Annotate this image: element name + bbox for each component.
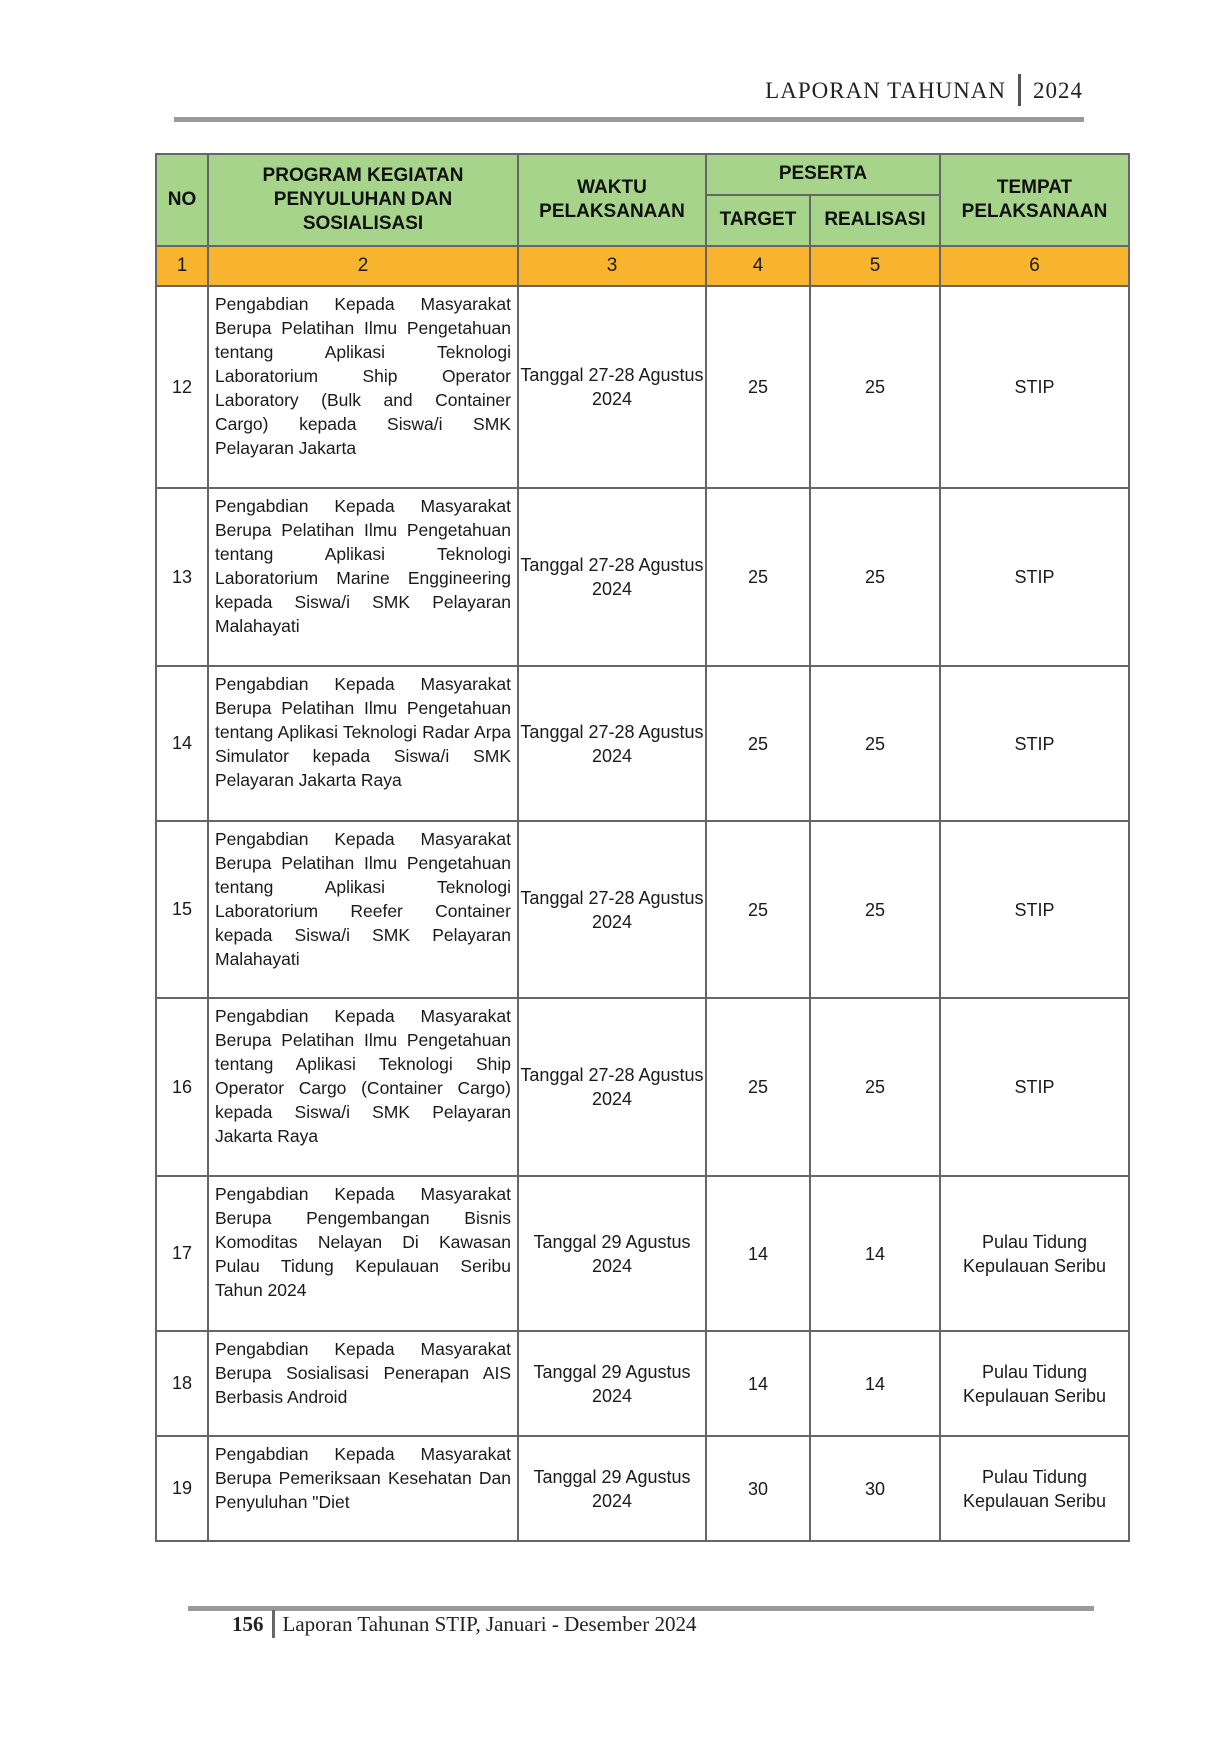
- column-number: 6: [940, 246, 1129, 286]
- table-row: [156, 1436, 1129, 1541]
- row-tempat: STIP: [940, 998, 1129, 1176]
- row-no: 17: [156, 1176, 208, 1331]
- row-target: 14: [706, 1176, 810, 1331]
- row-waktu: Tanggal 27-28 Agustus 2024: [518, 286, 706, 488]
- row-program: Pengabdian Kepada Masyarakat Berupa Pelatihan Ilmu Pengetahuan tentang Aplikasi Teknologi Ship Operator Cargo (Container Cargo) kepada Siswa/i SMK Pelayaran Jakarta Raya: [208, 998, 518, 1176]
- row-tempat: STIP: [940, 666, 1129, 821]
- column-number: 5: [810, 246, 940, 286]
- column-number: 2: [208, 246, 518, 286]
- row-program: Pengabdian Kepada Masyarakat Berupa Pelatihan Ilmu Pengetahuan tentang Aplikasi Teknologi Laboratorium Marine Enggineering kepada Siswa/i SMK Pelayaran Malahayati: [208, 488, 518, 666]
- row-target: 25: [706, 286, 810, 488]
- activity-table: [155, 153, 1130, 1542]
- row-realisasi: 25: [810, 488, 940, 666]
- row-realisasi: 25: [810, 821, 940, 998]
- header-program: PROGRAM KEGIATAN PENYULUHAN DAN SOSIALISASI: [208, 154, 518, 246]
- header-peserta: PESERTA: [706, 154, 940, 195]
- row-program: Pengabdian Kepada Masyarakat Berupa Pelatihan Ilmu Pengetahuan tentang Aplikasi Teknologi Laboratorium Reefer Container kepada Siswa/i SMK Pelayaran Malahayati: [208, 821, 518, 998]
- row-tempat: Pulau Tidung Kepulauan Seribu: [940, 1176, 1129, 1331]
- row-realisasi: 25: [810, 666, 940, 821]
- row-tempat: Pulau Tidung Kepulauan Seribu: [940, 1436, 1129, 1541]
- table-row: [156, 821, 1129, 998]
- row-program: Pengabdian Kepada Masyarakat Berupa Pelatihan Ilmu Pengetahuan tentang Aplikasi Teknologi Laboratorium Ship Operator Laboratory (Bulk and Container Cargo) kepada Siswa/i SMK Pelayaran Jakarta: [208, 286, 518, 488]
- row-realisasi: 14: [810, 1176, 940, 1331]
- header-waktu: WAKTU PELAKSANAAN: [518, 154, 706, 246]
- header-realisasi: REALISASI: [810, 195, 940, 246]
- table-row: [156, 286, 1129, 488]
- row-no: 13: [156, 488, 208, 666]
- footer-separator: [272, 1610, 275, 1638]
- table-row: [156, 666, 1129, 821]
- table-row: [156, 1176, 1129, 1331]
- row-no: 15: [156, 821, 208, 998]
- row-waktu: Tanggal 27-28 Agustus 2024: [518, 821, 706, 998]
- row-target: 25: [706, 488, 810, 666]
- page-footer: [232, 1612, 696, 1638]
- row-no: 14: [156, 666, 208, 821]
- page-header: [0, 78, 1083, 106]
- footer-text: Laporan Tahunan STIP, Januari - Desember 2024: [282, 1612, 697, 1636]
- column-number: 3: [518, 246, 706, 286]
- row-program: Pengabdian Kepada Masyarakat Berupa Pemeriksaan Kesehatan Dan Penyuluhan "Diet: [208, 1436, 518, 1541]
- column-number: 4: [706, 246, 810, 286]
- row-program: Pengabdian Kepada Masyarakat Berupa Pengembangan Bisnis Komoditas Nelayan Di Kawasan Pulau Tidung Kepulauan Seribu Tahun 2024: [208, 1176, 518, 1331]
- row-no: 16: [156, 998, 208, 1176]
- row-program: Pengabdian Kepada Masyarakat Berupa Pelatihan Ilmu Pengetahuan tentang Aplikasi Teknologi Radar Arpa Simulator kepada Siswa/i SMK Pelayaran Jakarta Raya: [208, 666, 518, 821]
- row-no: 18: [156, 1331, 208, 1436]
- column-number: 1: [156, 246, 208, 286]
- row-waktu: Tanggal 29 Agustus 2024: [518, 1331, 706, 1436]
- page-number: 156: [232, 1612, 264, 1636]
- row-target: 25: [706, 998, 810, 1176]
- row-target: 14: [706, 1331, 810, 1436]
- row-tempat: Pulau Tidung Kepulauan Seribu: [940, 1331, 1129, 1436]
- footer-rule: [188, 1606, 1094, 1611]
- header-rule: [174, 117, 1084, 122]
- row-waktu: Tanggal 27-28 Agustus 2024: [518, 998, 706, 1176]
- row-tempat: STIP: [940, 286, 1129, 488]
- table-row: [156, 488, 1129, 666]
- row-waktu: Tanggal 29 Agustus 2024: [518, 1436, 706, 1541]
- row-target: 25: [706, 821, 810, 998]
- row-waktu: Tanggal 27-28 Agustus 2024: [518, 666, 706, 821]
- header-target: TARGET: [706, 195, 810, 246]
- row-tempat: STIP: [940, 488, 1129, 666]
- column-number-row: [156, 246, 1129, 286]
- row-realisasi: 25: [810, 998, 940, 1176]
- row-target: 25: [706, 666, 810, 821]
- header-tempat: TEMPAT PELAKSANAAN: [940, 154, 1129, 246]
- header-no: NO: [156, 154, 208, 246]
- row-waktu: Tanggal 27-28 Agustus 2024: [518, 488, 706, 666]
- row-realisasi: 30: [810, 1436, 940, 1541]
- row-realisasi: 25: [810, 286, 940, 488]
- table-row: [156, 998, 1129, 1176]
- table-row: [156, 1331, 1129, 1436]
- row-no: 19: [156, 1436, 208, 1541]
- row-program: Pengabdian Kepada Masyarakat Berupa Sosialisasi Penerapan AIS Berbasis Android: [208, 1331, 518, 1436]
- row-no: 12: [156, 286, 208, 488]
- row-tempat: STIP: [940, 821, 1129, 998]
- row-realisasi: 14: [810, 1331, 940, 1436]
- header-year: 2024: [1033, 78, 1083, 103]
- row-waktu: Tanggal 29 Agustus 2024: [518, 1176, 706, 1331]
- row-target: 30: [706, 1436, 810, 1541]
- header-title: LAPORAN TAHUNAN: [765, 78, 1006, 103]
